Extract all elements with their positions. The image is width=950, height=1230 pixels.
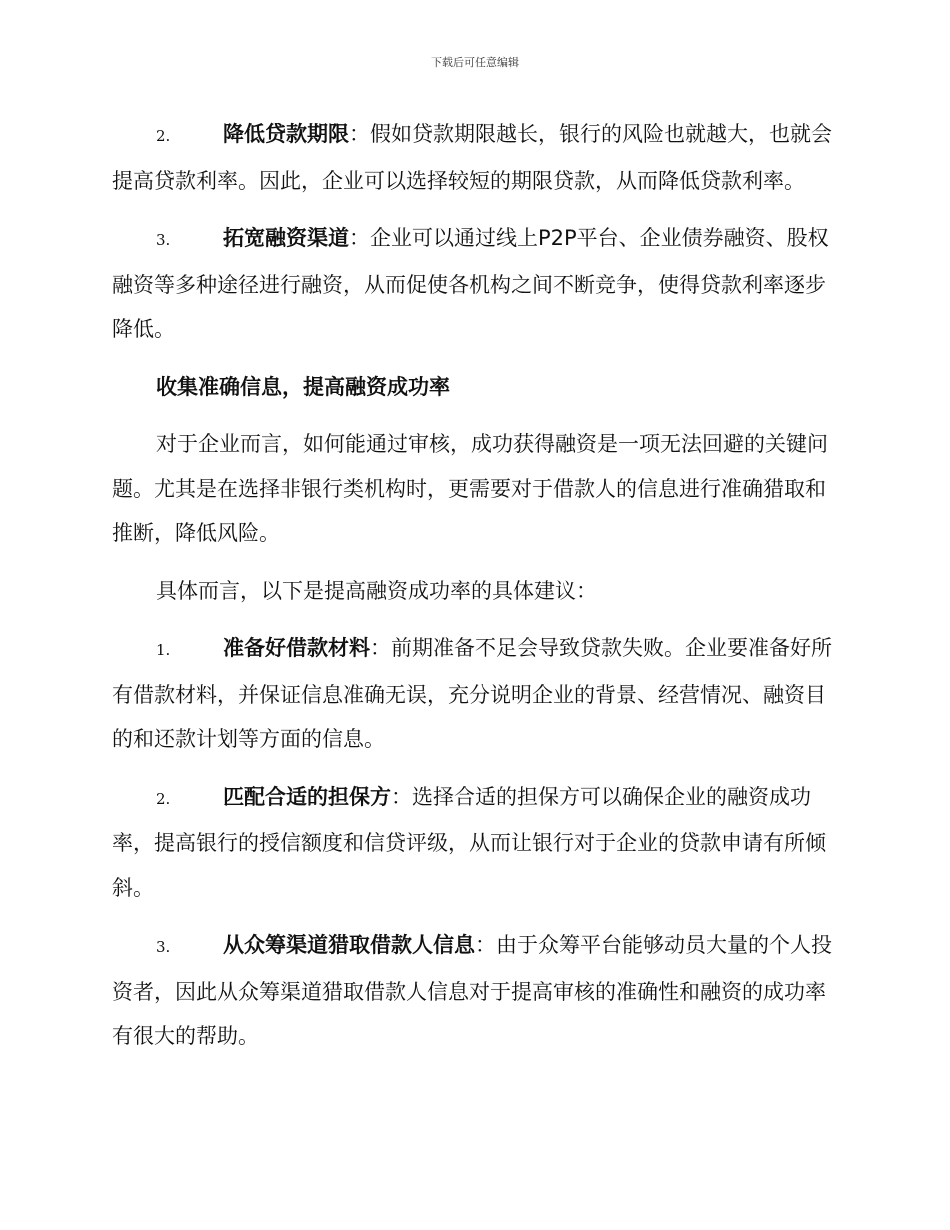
list-item [112, 216, 838, 352]
page-header: 下载后可任意编辑 [431, 56, 519, 69]
document-body [112, 112, 838, 1059]
item-number: 2. [156, 127, 171, 145]
item-title: 拓宽融资渠道 [223, 226, 349, 250]
list-item [112, 112, 838, 203]
item-text: ：假如贷款期限越长，银行的风险也就越大，也就会提高贷款利率。因此，企业可以选择较短的期限贷款，从而降低贷款利率。 [112, 122, 832, 193]
item-number: 2. [156, 789, 171, 808]
list-item [112, 626, 838, 762]
item-text: ：选择合适的担保方可以确保企业的融资成功率，提高银行的授信额度和信贷评级，从而让银行对于企业的贷款申请有所倾斜。 [112, 784, 826, 900]
lead-paragraph: 具体而言，以下是提高融资成功率的具体建议： [156, 578, 597, 603]
item-text: ：前期准备不足会导致贷款失败。企业要准备好所有借款材料，并保证信息准确无误，充分说明企业的背景、经营情况、融资目的和还款计划等方面的信息。 [112, 636, 832, 751]
list-item [112, 923, 838, 1059]
item-text: ：企业可以通过线上P2P平台、企业债券融资、股权融资等多种途径进行融资，从而促使各机构之间不断竞争，使得贷款利率逐步降低。 [112, 226, 829, 341]
item-number: 1. [156, 641, 171, 659]
item-title: 准备好借款材料 [223, 636, 370, 660]
item-title: 匹配合适的担保方 [223, 784, 391, 809]
item-title: 降低贷款期限 [223, 122, 349, 146]
item-text: ：由于众筹平台能够动员大量的个人投资者，因此从众筹渠道猎取借款人信息对于提高审核的准确性和融资的成功率有很大的帮助。 [112, 933, 832, 1048]
intro-paragraph: 对于企业而言，如何能通过审核，成功获得融资是一项无法回避的关键问题。尤其是在选择非银行类机构时，更需要对于借款人的信息进行准确猎取和推断，降低风险。 [112, 432, 828, 545]
list-item [112, 775, 838, 911]
item-number: 3. [156, 938, 171, 956]
section-heading: 收集准确信息，提高融资成功率 [156, 374, 450, 399]
item-title: 从众筹渠道猎取借款人信息 [223, 933, 475, 957]
item-number: 3. [156, 231, 171, 249]
